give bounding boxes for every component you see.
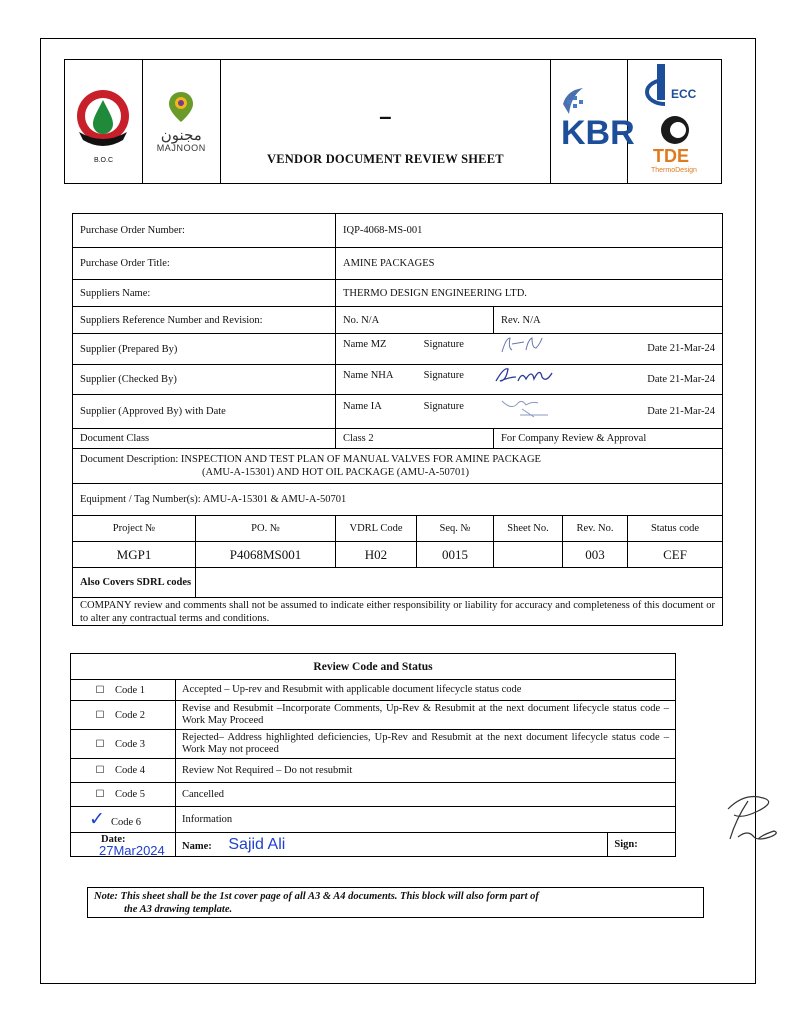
prepared-signature-label: Signature: [423, 339, 464, 351]
col-header-status: Status code: [628, 516, 723, 542]
cover-page-note: [87, 887, 704, 918]
kbr-logo: [553, 84, 635, 154]
approved-by-row: [336, 395, 723, 429]
code-6-description: Information: [176, 807, 676, 833]
majnoon-logo-text: MAJNOON: [156, 143, 206, 153]
po-title-label: Purchase Order Title:: [73, 248, 336, 280]
name-value: Sajid Ali: [228, 835, 286, 853]
header-table: [64, 59, 722, 184]
code-3-cell: [71, 730, 176, 759]
col-header-seq: Seq. №: [417, 516, 494, 542]
col-header-sheet: Sheet No.: [494, 516, 563, 542]
document-dash: –: [379, 104, 392, 129]
code-3-description: Rejected– Address highlighted deficiencies, Up-Rev and Resubmit at the next document lifecycle status code – Work May not proceed: [176, 730, 676, 759]
also-covers-sdrl-label: Also Covers SDRL codes: [73, 568, 196, 598]
code-2-checkbox[interactable]: ☐: [95, 709, 105, 721]
prepared-by-date: Date 21-Mar-24: [647, 343, 715, 354]
kbr-logo-cell: [551, 60, 635, 184]
code-1-description: Accepted – Up-rev and Resubmit with applicable document lifecycle status code: [176, 680, 676, 701]
name-cell: [176, 833, 608, 857]
sheet-title: VENDOR DOCUMENT REVIEW SHEET: [267, 152, 504, 166]
code-2-cell: [71, 701, 176, 730]
approved-by-label: Supplier (Approved By) with Date: [73, 395, 336, 429]
code-6-checkmark-icon[interactable]: ✓: [89, 809, 105, 830]
code-1-checkbox[interactable]: ☐: [95, 684, 105, 696]
code-5-description: Cancelled: [176, 783, 676, 807]
code-2-description: Revise and Resubmit –Incorporate Comments, Up-Rev & Resubmit at the next document lifecycle status code – Work May Proceed: [176, 701, 676, 730]
prepared-by-label: Supplier (Prepared By): [73, 334, 336, 365]
supplier-ref-label: Suppliers Reference Number and Revision:: [73, 307, 336, 334]
doc-class-value: Class 2: [336, 429, 494, 449]
name-label: Name:: [182, 840, 212, 852]
code-4-description: Review Not Required – Do not resubmit: [176, 759, 676, 783]
code-3-label: Code 3: [115, 738, 146, 750]
equipment-tag-numbers: Equipment / Tag Number(s): AMU-A-15301 & AMU-A-50701: [73, 484, 723, 516]
po-number-label: Purchase Order Number:: [73, 214, 336, 248]
value-po: P4068MS001: [196, 542, 336, 568]
majnoon-arabic-mark: ﻣﺠﻨﻮﻥ: [160, 128, 202, 144]
code-5-checkbox[interactable]: ☐: [95, 789, 105, 800]
code-5-label: Code 5: [115, 789, 146, 800]
code-4-cell: [71, 759, 176, 783]
prepared-by-row: [336, 334, 723, 365]
po-number-value: IQP-4068-MS-001: [336, 214, 723, 248]
sign-cell: [608, 833, 676, 857]
review-title: Review Code and Status: [71, 654, 676, 680]
approved-signature-label: Signature: [423, 401, 464, 413]
checked-signature-label: Signature: [423, 370, 464, 382]
code-3-checkbox[interactable]: ☐: [95, 738, 105, 750]
approved-by-name: Name IA: [343, 401, 382, 413]
checked-by-date: Date 21-Mar-24: [647, 374, 715, 385]
po-title-value: AMINE PACKAGES: [336, 248, 723, 280]
doc-class-label: Document Class: [73, 429, 336, 449]
also-covers-sdrl-value: [196, 568, 723, 598]
ecc-tde-logo: [635, 60, 715, 178]
date-cell: [71, 833, 176, 857]
tde-logo-text: TDE: [652, 146, 689, 166]
checked-by-row: [336, 365, 723, 395]
disclaimer-text: COMPANY review and comments shall not be assumed to indicate either responsibility or liability for accuracy and completeness of this document or to alter any contractual terms and conditions.: [73, 598, 723, 626]
code-4-checkbox[interactable]: ☐: [95, 765, 105, 776]
majnoon-logo-icon: [161, 90, 201, 124]
note-line-2: the A3 drawing template.: [124, 904, 233, 915]
code-6-cell: [71, 807, 176, 833]
code-2-label: Code 2: [115, 709, 146, 721]
doc-class-purpose: For Company Review & Approval: [494, 429, 723, 449]
note-line-1: Note: This sheet shall be the 1st cover page of all A3 & A4 documents. This block will also form part of: [94, 891, 539, 902]
prepared-signature-scribble: [482, 334, 578, 356]
review-code-table: [70, 653, 676, 857]
supplier-name-value: THERMO DESIGN ENGINEERING LTD.: [336, 280, 723, 307]
approved-by-date: Date 21-Mar-24: [647, 406, 715, 417]
prepared-by-name: Name MZ: [343, 339, 387, 351]
code-1-label: Code 1: [115, 684, 146, 696]
code-5-cell: [71, 783, 176, 807]
boc-logo-cell: [65, 60, 143, 184]
value-project: MGP1: [73, 542, 196, 568]
boc-logo-text: B.O.C: [93, 156, 113, 164]
date-value: 27Mar2024: [99, 843, 165, 858]
description-line-2: (AMU-A-15301) AND HOT OIL PACKAGE (AMU-A-50701): [202, 467, 470, 478]
majnoon-logo-cell: [142, 60, 220, 184]
title-cell: [220, 60, 550, 184]
tde-logo-sub: ThermoDesign: [650, 167, 697, 174]
code-1-cell: [71, 680, 176, 701]
ecc-tde-logo-cell: [628, 60, 722, 184]
value-sheet: [494, 542, 563, 568]
description-line-1: Document Description: INSPECTION AND TEST PLAN OF MANUAL VALVES FOR AMINE PACKAGE: [80, 454, 541, 465]
document-description: [73, 449, 723, 484]
checked-by-label: Supplier (Checked By): [73, 365, 336, 395]
checked-by-name: Name NHA: [343, 370, 394, 382]
value-rev: 003: [563, 542, 628, 568]
code-4-label: Code 4: [115, 765, 146, 776]
supplier-ref-revision: Rev. N/A: [494, 307, 723, 334]
date-label: Date:: [101, 834, 126, 845]
value-seq: 0015: [417, 542, 494, 568]
value-vdrl: H02: [336, 542, 417, 568]
boc-logo: [67, 80, 139, 166]
col-header-rev: Rev. No.: [563, 516, 628, 542]
approved-signature-scribble: [482, 395, 578, 419]
supplier-name-label: Suppliers Name:: [73, 280, 336, 307]
value-status: CEF: [628, 542, 723, 568]
ecc-logo-text: ECC: [670, 87, 696, 101]
supplier-ref-number: No. N/A: [336, 307, 494, 334]
checked-signature-scribble: [482, 365, 578, 387]
col-header-project: Project №: [73, 516, 196, 542]
sign-label: Sign:: [614, 839, 638, 850]
reviewer-signature-scribble: [718, 789, 788, 845]
col-header-po: PO. №: [196, 516, 336, 542]
code-6-label: Code 6: [111, 817, 142, 828]
col-header-vdrl: VDRL Code: [336, 516, 417, 542]
document-info-table: [72, 213, 723, 626]
kbr-logo-text: KBR: [561, 114, 635, 152]
